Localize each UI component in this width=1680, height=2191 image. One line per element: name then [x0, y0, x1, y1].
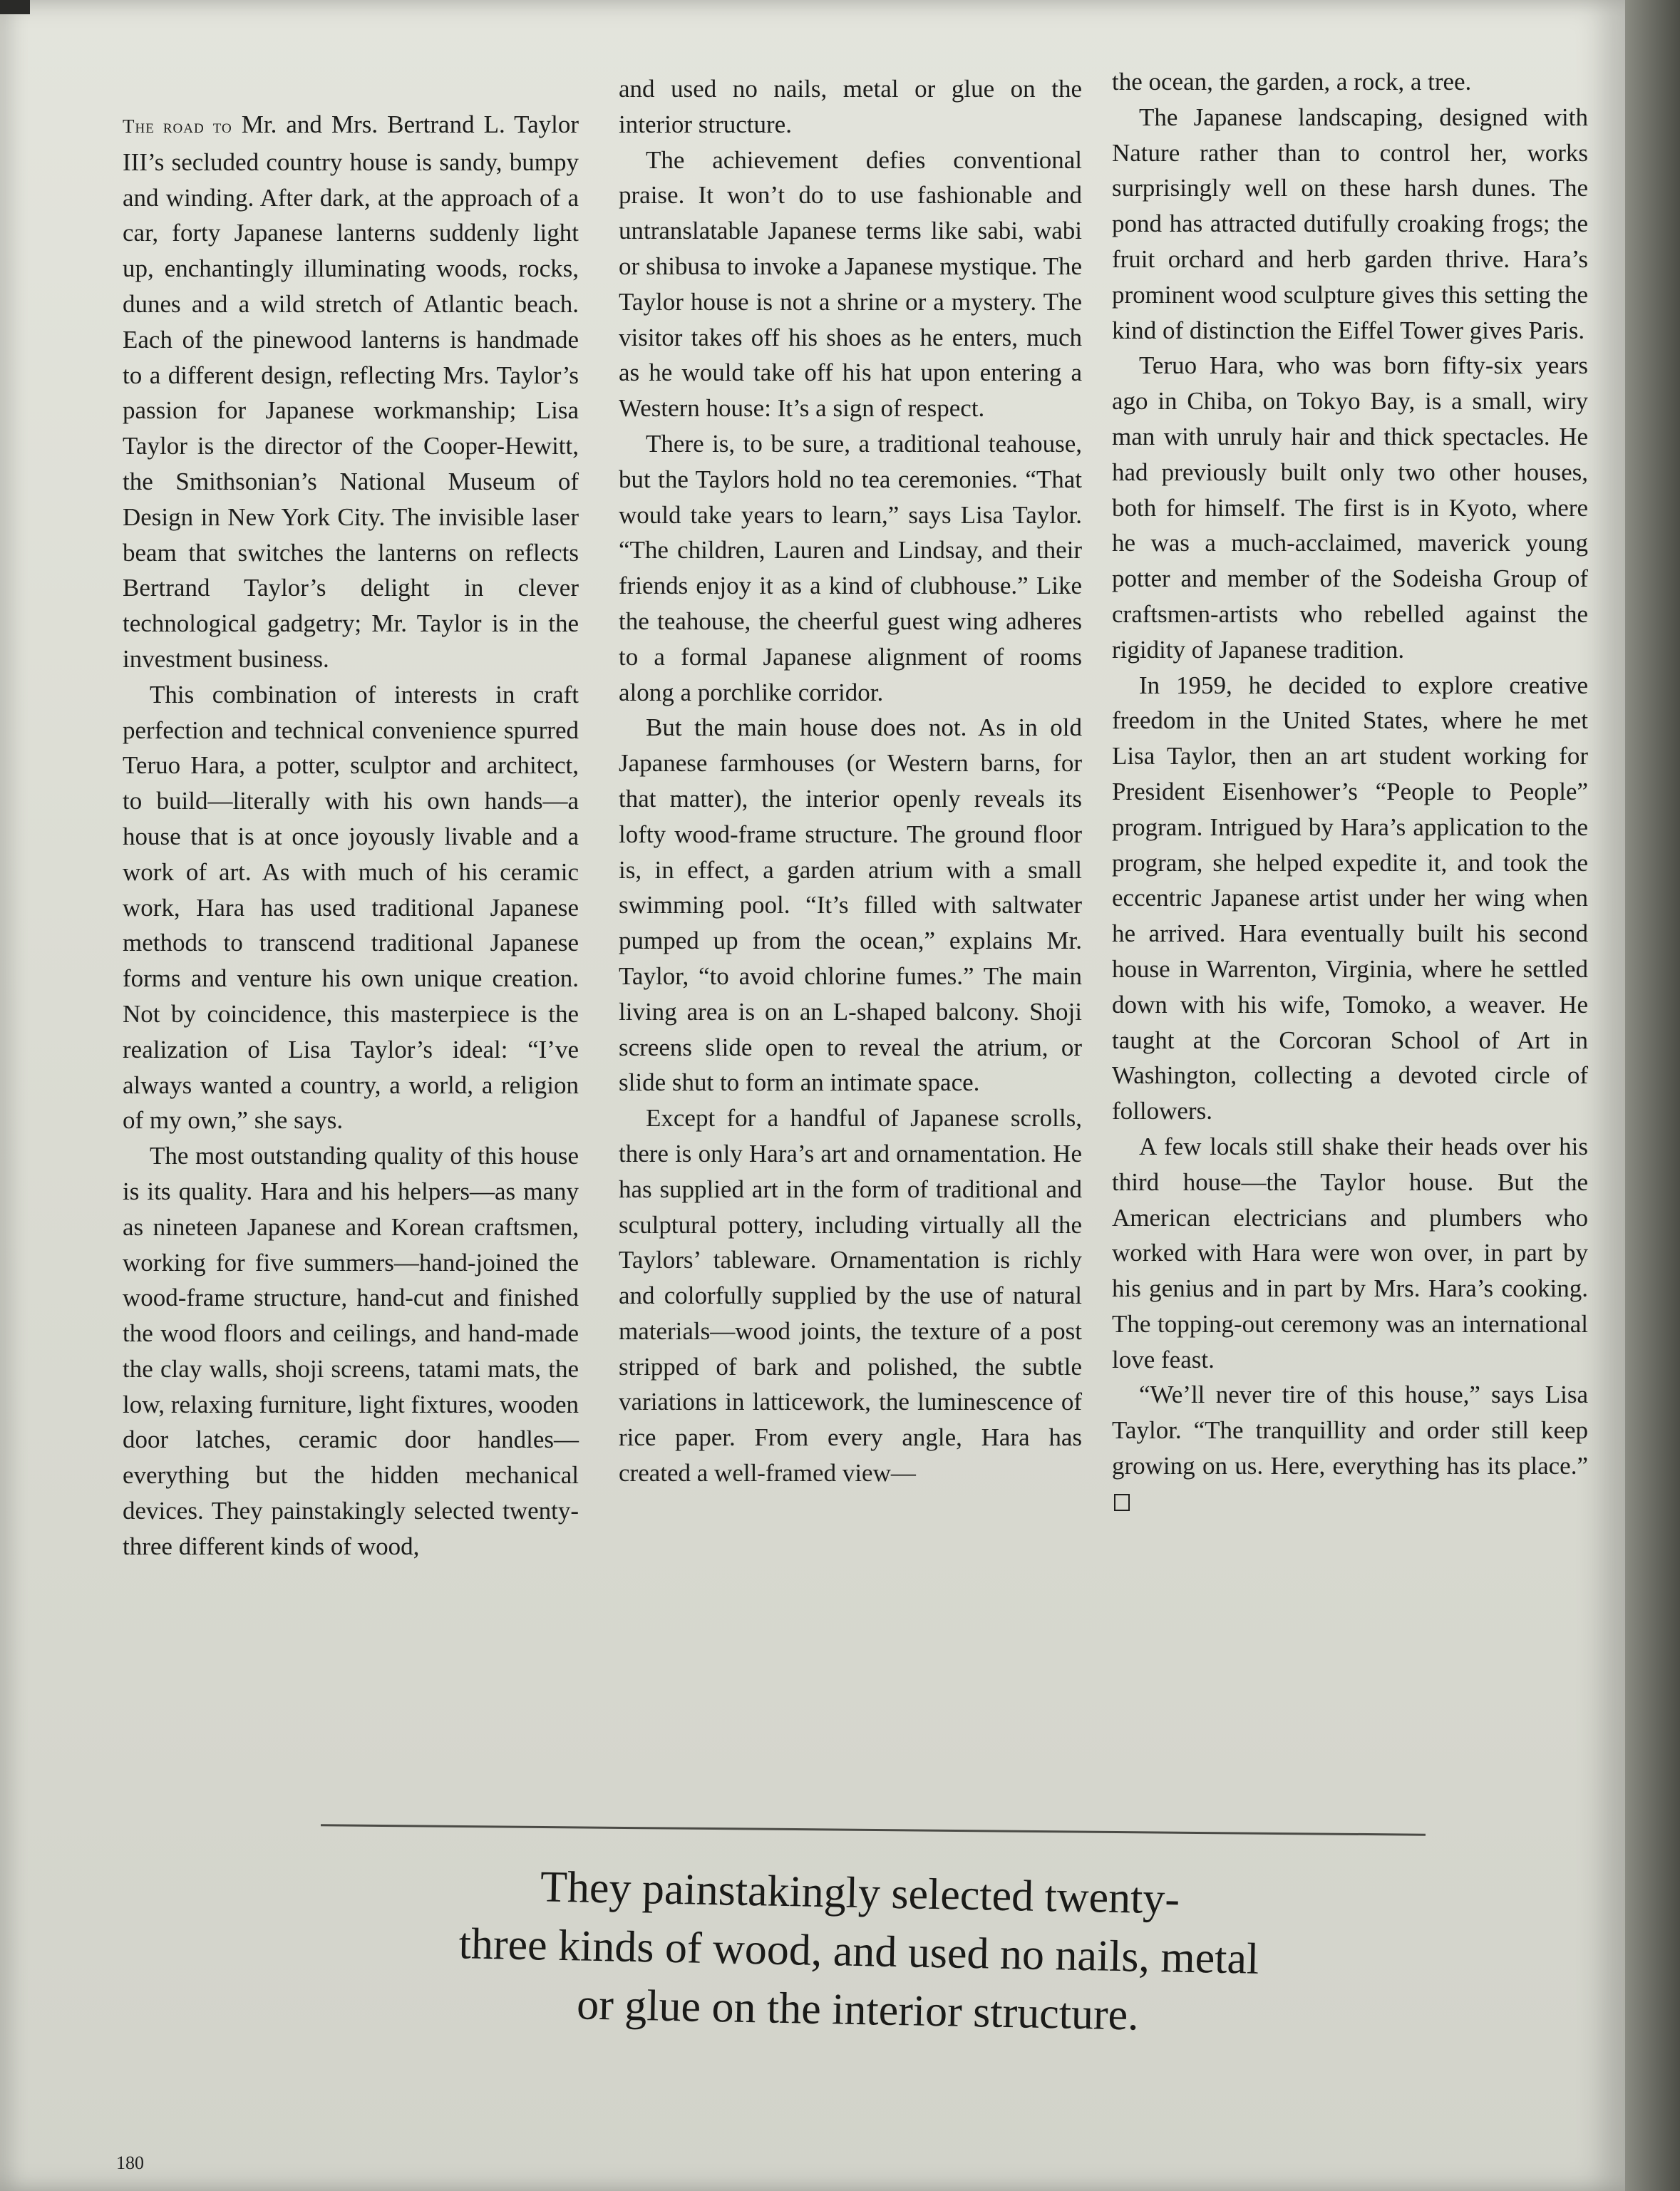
article-paragraph: Except for a handful of Japanese scrolls, there is only Hara’s art and ornamentation. He has supplied art in the form of traditional and sculptural pottery, including virtually all the Taylors’ tableware. Ornamentation is richly and colorfully supplied by the use of natural materials—wood joints, the texture of a post stripped of bark and polished, the subtle variations in latticework, the luminescence of rice paper. From every angle, Hara has created a well-framed view— [619, 1104, 1082, 1488]
article-paragraph [1112, 1377, 1588, 1519]
article-paragraph: A few locals still shake their heads over his third house—the Taylor house. But the American electricians and plumbers who worked with Hara were won over, in part by his genius and in part by Mrs. Hara’s cooking. The topping-out ceremony was an international love feast. [1112, 1132, 1588, 1373]
article-paragraph: But the main house does not. As in old Japanese farmhouses (or Western barns, for that matter), the interior openly reveals its lofty wood-frame structure. The ground floor is, in effect, a garden atrium with a small swimming pool. “It’s filled with saltwater pumped up from the ocean,” explains Mr. Taylor, “to avoid chlorine fumes.” The main living area is on an L-shaped balcony. Shoji screens slide open to reveal the atrium, or slide shut to form an intimate space. [619, 713, 1082, 1097]
lead-in: The road to [123, 115, 232, 137]
binding-edge [1625, 0, 1680, 2191]
article-column-2 [619, 71, 1082, 1491]
article-paragraph: The Japanese landscaping, designed with Nature rather than to control her, works surprisingly well on these harsh dunes. The pond has attracted dutifully croaking frogs; the fruit orchard and herb garden thrive. Hara’s prominent wood sculpture gives this setting the kind of distinction the Eiffel Tower gives Paris. [1112, 103, 1588, 344]
article-paragraph: There is, to be sure, a traditional teahouse, but the Taylors hold no tea ceremonies. “That would take years to learn,” says Lisa Taylor. “The children, Lauren and Lindsay, and their friends enjoy it as a kind of clubhouse.” Like the teahouse, the cheerful guest wing adheres to a formal Japanese alignment of rooms along a porchlike corridor. [619, 429, 1082, 706]
article-paragraph: Teruo Hara, who was born fifty-six years ago in Chiba, on Tokyo Bay, is a small, wiry man with unruly hair and thick spectacles. He had previously built only two other houses, both for himself. The first is in Kyoto, where he was a much-acclaimed, maverick young potter and member of the Sodeisha Group of craftsmen-artists who rebelled against the rigidity of Japanese tradition. [1112, 351, 1588, 664]
article-paragraph: The most outstanding quality of this house is its quality. Hara and his helpers—as many as nineteen Japanese and Korean craftsmen, working for five summers—hand-joined the wood-frame structure, hand-cut and finished the wood floors and ceilings, and hand-made the clay walls, shoji screens, tatami mats, the low, relaxing furniture, light fixtures, wooden door latches, ceramic door handles—everything but the hidden mechanical devices. They painstakingly selected twenty-three different kinds of wood, [123, 1142, 579, 1560]
article-paragraph: This combination of interests in craft perfection and technical convenience spurred Teruo Hara, a potter, sculptor and architect, to build—literally with his own hands—a house that is at once joyously livable and a work of art. As with much of his ceramic work, Hara has used traditional Japanese methods to transcend traditional Japanese forms and venture his own unique creation. Not by coincidence, this masterpiece is the realization of Lisa Taylor’s ideal: “I’ve always wanted a country, a world, a religion of my own,” she says. [123, 680, 579, 1135]
article-paragraph: the ocean, the garden, a rock, a tree. [1112, 68, 1472, 96]
article-paragraph: In 1959, he decided to explore creative freedom in the United States, where he met Lisa Taylor, then an art student working for President Eisenhower’s “People to People” program. Intrigued by Hara’s application to the program, she helped expedite it, and took the eccentric Japanese artist under her wing when he arrived. Hara eventually built his second house in Warrenton, Virginia, where he settled down with his wife, Tomoko, a weaver. He taught at the Corcoran School of Art in Washington, collecting a devoted circle of followers. [1112, 671, 1588, 1125]
end-mark-icon [1114, 1494, 1130, 1511]
pull-quote-line: They painstakingly selected twenty- [540, 1862, 1180, 1924]
paragraph-text: “We’ll never tire of this house,” says Lisa Taylor. “The tranquillity and order still keep growing on us. Here, everything has its place.” [1112, 1381, 1588, 1480]
pull-quote-line: three kinds of wood, and used no nails, metal [458, 1919, 1259, 1984]
pull-quote-line: or glue on the interior structure. [576, 1980, 1140, 2040]
article-paragraph: and used no nails, metal or glue on the interior structure. [619, 75, 1082, 138]
page-number: 180 [116, 2153, 144, 2173]
paragraph-text: Mr. and Mrs. Bertrand L. Taylor III’s secluded country house is sandy, bumpy and winding. After dark, at the approach of a car, forty Japanese lanterns suddenly light up, enchantingly illuminating woods, rocks, dunes and a wild stretch of Atlantic beach. Each of the pinewood lanterns is handmade to a different design, reflecting Mrs. Taylor’s passion for Japanese workmanship; Lisa Taylor is the director of the Cooper-Hewitt, the Smithsonian’s National Museum of Design in New York City. The invisible laser beam that switches the lanterns on reflects Bertrand Taylor’s delight in clever technological gadgetry; Mr. Taylor is in the investment business. [123, 110, 579, 673]
pullquote-rule [321, 1824, 1426, 1836]
article-column-1 [123, 107, 579, 1564]
pull-quote [326, 1854, 1391, 2050]
article-paragraph [123, 107, 579, 677]
article-column-3 [1112, 64, 1588, 1520]
article-paragraph: The achievement defies conventional praise. It won’t do to use fashionable and untranslatable Japanese terms like sabi, wabi or shibusa to invoke a Japanese mystique. The Taylor house is not a shrine or a mystery. The visitor takes off his shoes as he enters, much as he would take off his hat upon entering a Western house: It’s a sign of respect. [619, 145, 1082, 423]
page-corner-shadow [0, 0, 30, 14]
